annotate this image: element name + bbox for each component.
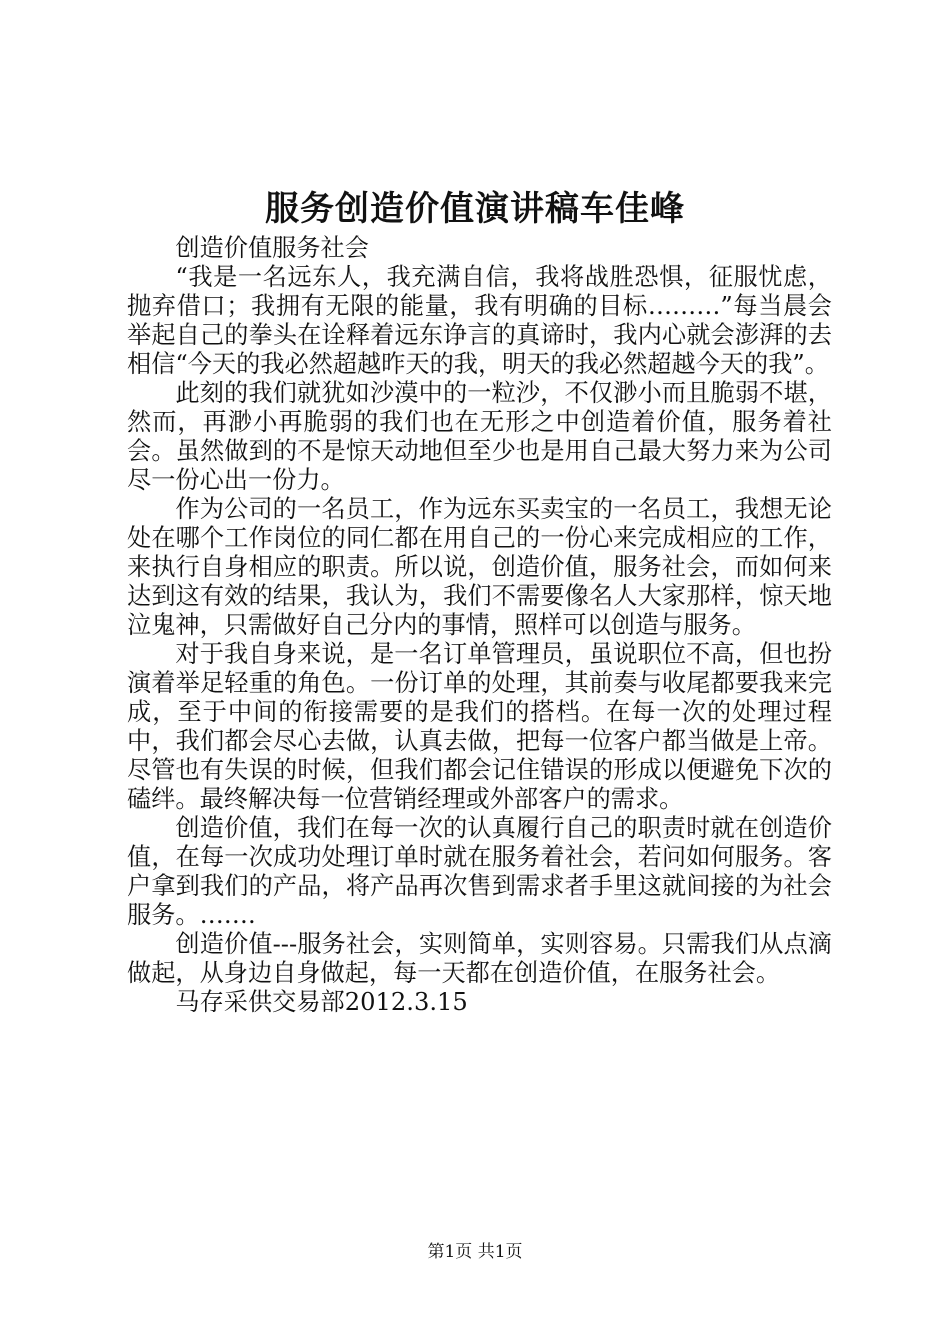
document-body <box>127 234 832 1017</box>
paragraph: “我是一名远东人，我充满自信，我将战胜恐惧，征服忧虑，抛弃借口；我拥有无限的能量，我有明确的目标………”每当晨会举起自己的拳头在诠释着远东诤言的真谛时，我内心就会澎湃的去相信“今天的我必然超越昨天的我，明天的我必然超越今天的我”。 <box>127 263 832 378</box>
paragraph: 此刻的我们就犹如沙漠中的一粒沙，不仅渺小而且脆弱不堪，然而，再渺小再脆弱的我们也在无形之中创造着价值，服务着社会。虽然做到的不是惊天动地但至少也是用自己最大努力来为公司尽一份心出一份力。 <box>127 379 832 494</box>
paragraph: 作为公司的一名员工，作为远东买卖宝的一名员工，我想无论处在哪个工作岗位的同仁都在用自己的一份心来完成相应的工作，来执行自身相应的职责。所以说，创造价值，服务社会，而如何来达到这有效的结果，我认为，我们不需要像名人大家那样，惊天地泣鬼神，只需做好自己分内的事情，照样可以创造与服务。 <box>127 495 832 639</box>
signature-line: 马存采供交易部2012.3.15 <box>175 988 468 1016</box>
document-title: 服务创造价值演讲稿车佳峰 <box>265 189 685 229</box>
paragraph: 创造价值---服务社会，实则简单，实则容易。只需我们从点滴做起，从身边自身做起，每一天都在创造价值，在服务社会。 <box>127 930 832 987</box>
paragraph: 对于我自身来说，是一名订单管理员，虽说职位不高，但也扮演着举足轻重的角色。一份订单的处理，其前奏与收尾都要我来完成，至于中间的衔接需要的是我们的搭档。在每一次的处理过程中，我们都会尽心去做，认真去做，把每一位客户都当做是上帝。尽管也有失误的时候，但我们都会记住错误的形成以便避免下次的磕绊。最终解决每一位营销经理或外部客户的需求。 <box>127 640 832 813</box>
paragraph: 创造价值，我们在每一次的认真履行自己的职责时就在创造价值，在每一次成功处理订单时就在服务着社会，若问如何服务。客户拿到我们的产品，将产品再次售到需求者手里这就间接的为社会服务。……. <box>127 814 832 929</box>
paragraph-subtitle: 创造价值服务社会 <box>175 234 369 262</box>
page-footer: 第1页 共1页 <box>427 1242 523 1262</box>
